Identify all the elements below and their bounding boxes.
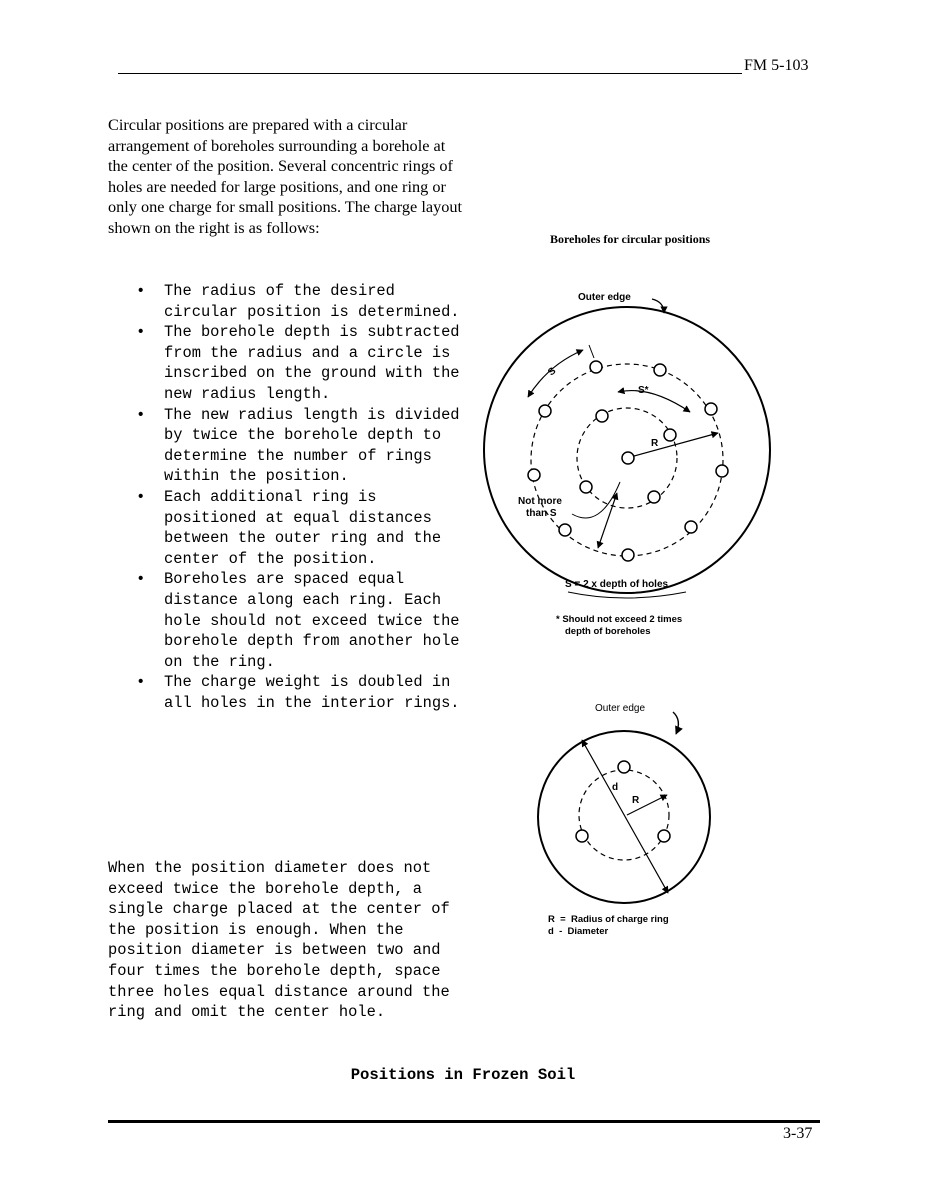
outer-edge-label: Outer edge [578, 292, 631, 303]
borehole [618, 761, 630, 773]
single-ring-diagram [538, 712, 710, 903]
borehole [685, 521, 697, 533]
radius-r-label: R [651, 438, 659, 449]
footer-rule [108, 1120, 820, 1123]
closing-paragraph: When the position diameter does not exceed twice the borehole depth, a single charge placed at the center of the position is enough. When the position diameter is between two and four times the borehole depth, space three holes equal distance around the ring and omit the center hole. [108, 859, 450, 1022]
bullet-icon: • [138, 673, 144, 691]
borehole [580, 481, 592, 493]
borehole [664, 429, 676, 441]
spacing-s-star-label: S* [638, 385, 649, 396]
borehole [590, 361, 602, 373]
outer-edge-label: Outer edge [595, 703, 646, 714]
section-heading: Positions in Frozen Soil [350, 1066, 576, 1084]
spacing-s-label: S [546, 365, 559, 379]
borehole [559, 524, 571, 536]
diameter-d-label: d [612, 782, 619, 793]
legend-diameter: d - Diameter [548, 926, 609, 937]
not-more-label: Not more [518, 496, 562, 507]
center-borehole [622, 452, 634, 464]
footnote-line-1: * Should not exceed 2 times [556, 614, 683, 625]
borehole [648, 491, 660, 503]
radius-r-label: R [632, 795, 640, 806]
leader-line [572, 482, 620, 518]
borehole [528, 469, 540, 481]
step-text: The radius of the desired circular position is determined. [164, 282, 460, 321]
than-s-label: than S [526, 508, 557, 519]
legend-radius: R = Radius of charge ring [548, 914, 669, 925]
outer-edge-circle [538, 731, 710, 903]
borehole [622, 549, 634, 561]
tick-mark [589, 345, 594, 358]
borehole [705, 403, 717, 415]
figure-title: Boreholes for circular positions [549, 232, 711, 246]
borehole [596, 410, 608, 422]
formula-label: S = 2 x depth of holes [565, 579, 669, 590]
diagram1-labels [518, 292, 682, 637]
borehole [658, 830, 670, 842]
bullet-icon: • [138, 282, 144, 299]
step-text: Boreholes are spaced equal distance along each ring. Each hole should not exceed twice the borehole depth from another hole on the ring. [164, 570, 460, 671]
step-text: The borehole depth is subtracted from the radius and a circle is inscribed on the ground with the new radius length. [164, 323, 460, 403]
footnote-line-2: depth of boreholes [565, 626, 651, 637]
manual-code: FM 5-103 [744, 57, 809, 74]
max-spacing-line [598, 493, 617, 548]
outer-edge-pointer [673, 712, 678, 734]
borehole [716, 465, 728, 477]
intro-paragraph: Circular positions are prepared with a circular arrangement of boreholes surrounding a borehole at the center of the position. Several concentric rings of holes are needed for large positions, and one ring or only one charge for small positions. The charge layout shown on the right is as follows: [108, 115, 463, 237]
step-text: The charge weight is doubled in all holes in the interior rings. [164, 673, 460, 712]
circular-position-diagram [484, 299, 770, 598]
borehole [576, 830, 588, 842]
bullet-icon: • [138, 487, 144, 505]
step-text: The new radius length is divided by twice the borehole depth to determine the number of rings within the position. [164, 405, 460, 486]
inner-spacing-arrow [618, 391, 690, 412]
bullet-icon: • [138, 323, 144, 341]
bullet-icon: • [138, 570, 144, 588]
borehole [654, 364, 666, 376]
page-number: 3-37 [783, 1125, 813, 1142]
step-text: Each additional ring is positioned at equal distances between the outer ring and the center of the position. [164, 487, 442, 568]
bullet-icon: • [138, 405, 144, 423]
borehole [539, 405, 551, 417]
